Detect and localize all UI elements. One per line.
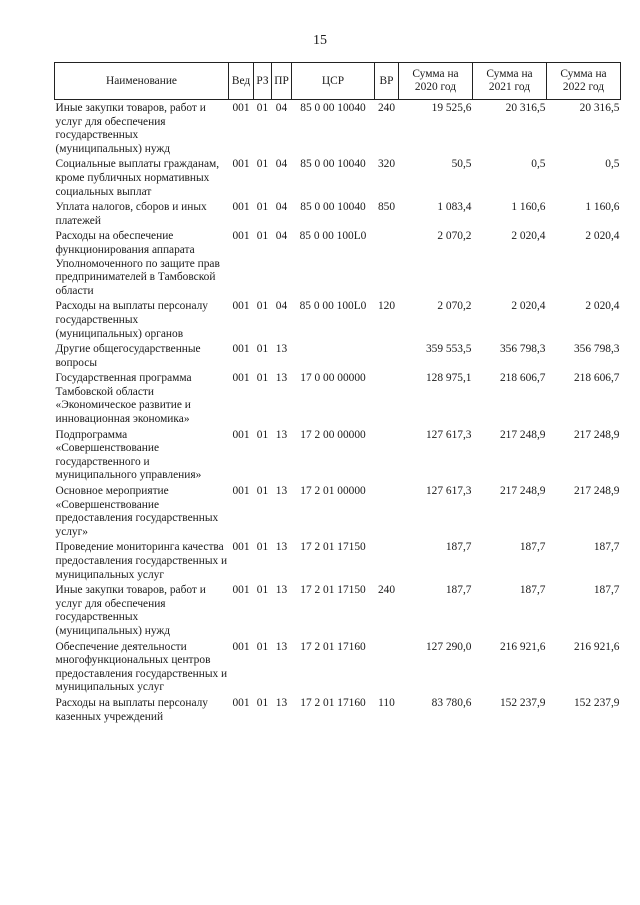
row-csr xyxy=(292,341,375,370)
row-pr: 04 xyxy=(275,300,288,313)
row-vr xyxy=(375,639,399,695)
row-sum-2022: 2 020,4 xyxy=(585,230,620,243)
table-row xyxy=(55,639,621,695)
row-vr xyxy=(375,539,399,582)
row-rz: 01 xyxy=(256,201,269,214)
row-vr: 240 xyxy=(377,584,396,597)
row-rz: 01 xyxy=(256,485,269,498)
row-sum-2022: 187,7 xyxy=(593,584,620,597)
row-sum-2021: 20 316,5 xyxy=(505,102,546,114)
table-header-row xyxy=(55,63,621,100)
table-row xyxy=(55,539,621,582)
header-sum-2021: Сумма на 2021 год xyxy=(473,63,547,100)
row-csr: 85 0 00 100L0 xyxy=(299,230,367,243)
row-name: Другие общегосударственные вопросы xyxy=(55,343,201,369)
row-vr: 240 xyxy=(377,102,396,114)
table-row xyxy=(55,341,621,370)
row-ved: 001 xyxy=(232,102,250,114)
row-name: Расходы на выплаты персоналу государственных (муниципальных) органов xyxy=(55,300,208,340)
row-sum-2020: 187,7 xyxy=(445,541,472,554)
row-rz: 01 xyxy=(256,428,269,441)
table-row xyxy=(55,370,621,426)
table-row xyxy=(55,427,621,483)
row-pr: 13 xyxy=(275,485,288,498)
row-rz: 01 xyxy=(256,584,269,597)
row-pr: 13 xyxy=(275,343,288,356)
row-sum-2020: 1 083,4 xyxy=(437,201,472,214)
row-rz: 01 xyxy=(256,158,269,171)
row-csr: 17 2 00 00000 xyxy=(300,428,366,441)
row-csr: 17 2 01 00000 xyxy=(300,485,366,498)
row-rz: 01 xyxy=(256,696,269,709)
header-name: Наименование xyxy=(55,63,229,100)
row-sum-2021: 216 921,6 xyxy=(499,640,546,653)
table-row xyxy=(55,695,621,724)
row-name: Обеспечение деятельности многофункциональных центров предоставления государственных и муниципальных услуг xyxy=(55,640,228,694)
row-sum-2021: 217 248,9 xyxy=(499,485,546,498)
row-sum-2022: 187,7 xyxy=(593,541,620,554)
row-name: Подпрограмма «Совершенствование государственного и муниципального управления» xyxy=(55,428,202,482)
row-sum-2022: 217 248,9 xyxy=(573,428,620,441)
row-csr: 85 0 00 10040 xyxy=(300,102,366,114)
row-vr: 120 xyxy=(377,300,396,313)
header-ved: Вед xyxy=(229,63,254,100)
row-sum-2021: 356 798,3 xyxy=(499,343,546,356)
row-name: Расходы на обеспечение функционирования аппарата Уполномоченного по защите прав предпринимателей в Тамбовской области xyxy=(55,230,220,297)
row-sum-2022: 217 248,9 xyxy=(573,485,620,498)
row-sum-2021: 218 606,7 xyxy=(499,372,546,385)
row-ved: 001 xyxy=(232,640,250,653)
row-rz: 01 xyxy=(256,372,269,385)
row-ved: 001 xyxy=(232,158,250,171)
row-vr xyxy=(375,228,399,298)
row-name: Иные закупки товаров, работ и услуг для обеспечения государственных (муниципальных) нужд xyxy=(55,584,206,637)
row-pr: 13 xyxy=(275,541,288,554)
row-sum-2020: 359 553,5 xyxy=(425,343,472,356)
row-ved: 001 xyxy=(232,696,250,709)
row-ved: 001 xyxy=(232,428,250,441)
row-pr: 04 xyxy=(275,230,288,243)
row-csr: 17 2 01 17150 xyxy=(300,584,366,597)
header-sum-2020: Сумма на 2020 год xyxy=(399,63,473,100)
row-sum-2022: 218 606,7 xyxy=(573,372,620,385)
row-ved: 001 xyxy=(232,343,250,356)
row-sum-2020: 127 617,3 xyxy=(425,485,472,498)
row-ved: 001 xyxy=(232,485,250,498)
row-ved: 001 xyxy=(232,584,250,597)
table-row xyxy=(55,199,621,228)
row-ved: 001 xyxy=(232,201,250,214)
row-name: Иные закупки товаров, работ и услуг для обеспечения государственных (муниципальных) нужд xyxy=(55,102,206,155)
row-rz: 01 xyxy=(256,230,269,243)
table-row xyxy=(55,483,621,539)
row-pr: 13 xyxy=(275,372,288,385)
row-csr: 85 0 00 100L0 xyxy=(299,300,367,313)
row-name: Государственная программа Тамбовской области «Экономическое развитие и инновационная экономика» xyxy=(55,372,192,426)
header-vr: ВР xyxy=(375,63,399,100)
row-name: Основное мероприятие «Совершенствование предоставления государственных услуг» xyxy=(55,485,219,538)
row-sum-2021: 187,7 xyxy=(519,541,546,554)
row-rz: 01 xyxy=(256,541,269,554)
table-row xyxy=(55,582,621,638)
row-vr xyxy=(375,483,399,539)
row-sum-2020: 127 290,0 xyxy=(425,640,472,653)
row-pr: 13 xyxy=(275,584,288,597)
row-sum-2021: 152 237,9 xyxy=(499,696,546,709)
row-sum-2022: 216 921,6 xyxy=(573,640,620,653)
header-sum-2022: Сумма на 2022 год xyxy=(547,63,621,100)
row-sum-2021: 2 020,4 xyxy=(511,300,546,313)
row-csr: 17 2 01 17160 xyxy=(300,696,366,709)
header-rz: РЗ xyxy=(254,63,272,100)
row-sum-2020: 50,5 xyxy=(451,158,472,171)
row-rz: 01 xyxy=(256,102,269,114)
row-sum-2022: 1 160,6 xyxy=(585,201,620,214)
row-sum-2022: 20 316,5 xyxy=(579,102,620,114)
row-sum-2021: 217 248,9 xyxy=(499,428,546,441)
row-vr: 110 xyxy=(378,696,395,709)
row-sum-2020: 2 070,2 xyxy=(437,300,472,313)
row-ved: 001 xyxy=(232,541,250,554)
row-sum-2020: 187,7 xyxy=(445,584,472,597)
row-rz: 01 xyxy=(256,640,269,653)
row-vr xyxy=(375,341,399,370)
row-vr xyxy=(375,427,399,483)
row-name: Уплата налогов, сборов и иных платежей xyxy=(55,201,207,227)
row-pr: 13 xyxy=(275,428,288,441)
row-name: Проведение мониторинга качества предоставления государственных и муниципальных услуг xyxy=(55,541,228,581)
row-pr: 04 xyxy=(275,102,288,114)
row-rz: 01 xyxy=(256,343,269,356)
row-sum-2020: 19 525,6 xyxy=(431,102,472,114)
budget-table xyxy=(54,62,621,724)
row-pr: 04 xyxy=(275,158,288,171)
row-csr: 17 2 01 17160 xyxy=(300,640,366,653)
row-sum-2020: 83 780,6 xyxy=(431,696,472,709)
row-csr: 17 0 00 00000 xyxy=(300,372,366,385)
row-sum-2021: 1 160,6 xyxy=(511,201,546,214)
row-pr: 04 xyxy=(275,201,288,214)
row-vr: 850 xyxy=(377,201,396,214)
row-csr: 17 2 01 17150 xyxy=(300,541,366,554)
row-pr: 13 xyxy=(275,640,288,653)
header-csr: ЦСР xyxy=(292,63,375,100)
table-body xyxy=(55,100,621,725)
table-row xyxy=(55,228,621,298)
row-sum-2020: 128 975,1 xyxy=(425,372,472,385)
row-sum-2022: 152 237,9 xyxy=(573,696,620,709)
row-sum-2021: 187,7 xyxy=(519,584,546,597)
row-sum-2020: 127 617,3 xyxy=(425,428,472,441)
row-vr: 320 xyxy=(377,158,396,171)
row-sum-2022: 356 798,3 xyxy=(573,343,620,356)
row-csr: 85 0 00 10040 xyxy=(300,158,366,171)
row-sum-2021: 2 020,4 xyxy=(511,230,546,243)
row-pr: 13 xyxy=(275,696,288,709)
row-rz: 01 xyxy=(256,300,269,313)
row-name: Социальные выплаты гражданам, кроме публичных нормативных социальных выплат xyxy=(55,158,220,198)
row-ved: 001 xyxy=(232,372,250,385)
header-pr: ПР xyxy=(272,63,292,100)
table-row xyxy=(55,156,621,199)
row-vr xyxy=(375,370,399,426)
row-sum-2022: 2 020,4 xyxy=(585,300,620,313)
row-name: Расходы на выплаты персоналу казенных учреждений xyxy=(55,696,208,723)
row-sum-2021: 0,5 xyxy=(531,158,546,171)
row-ved: 001 xyxy=(232,300,250,313)
page-number: 15 xyxy=(313,33,327,48)
table-row xyxy=(55,100,621,157)
row-ved: 001 xyxy=(232,230,250,243)
row-csr: 85 0 00 10040 xyxy=(300,201,366,214)
table-row xyxy=(55,298,621,341)
row-sum-2020: 2 070,2 xyxy=(437,230,472,243)
row-sum-2022: 0,5 xyxy=(605,158,620,171)
